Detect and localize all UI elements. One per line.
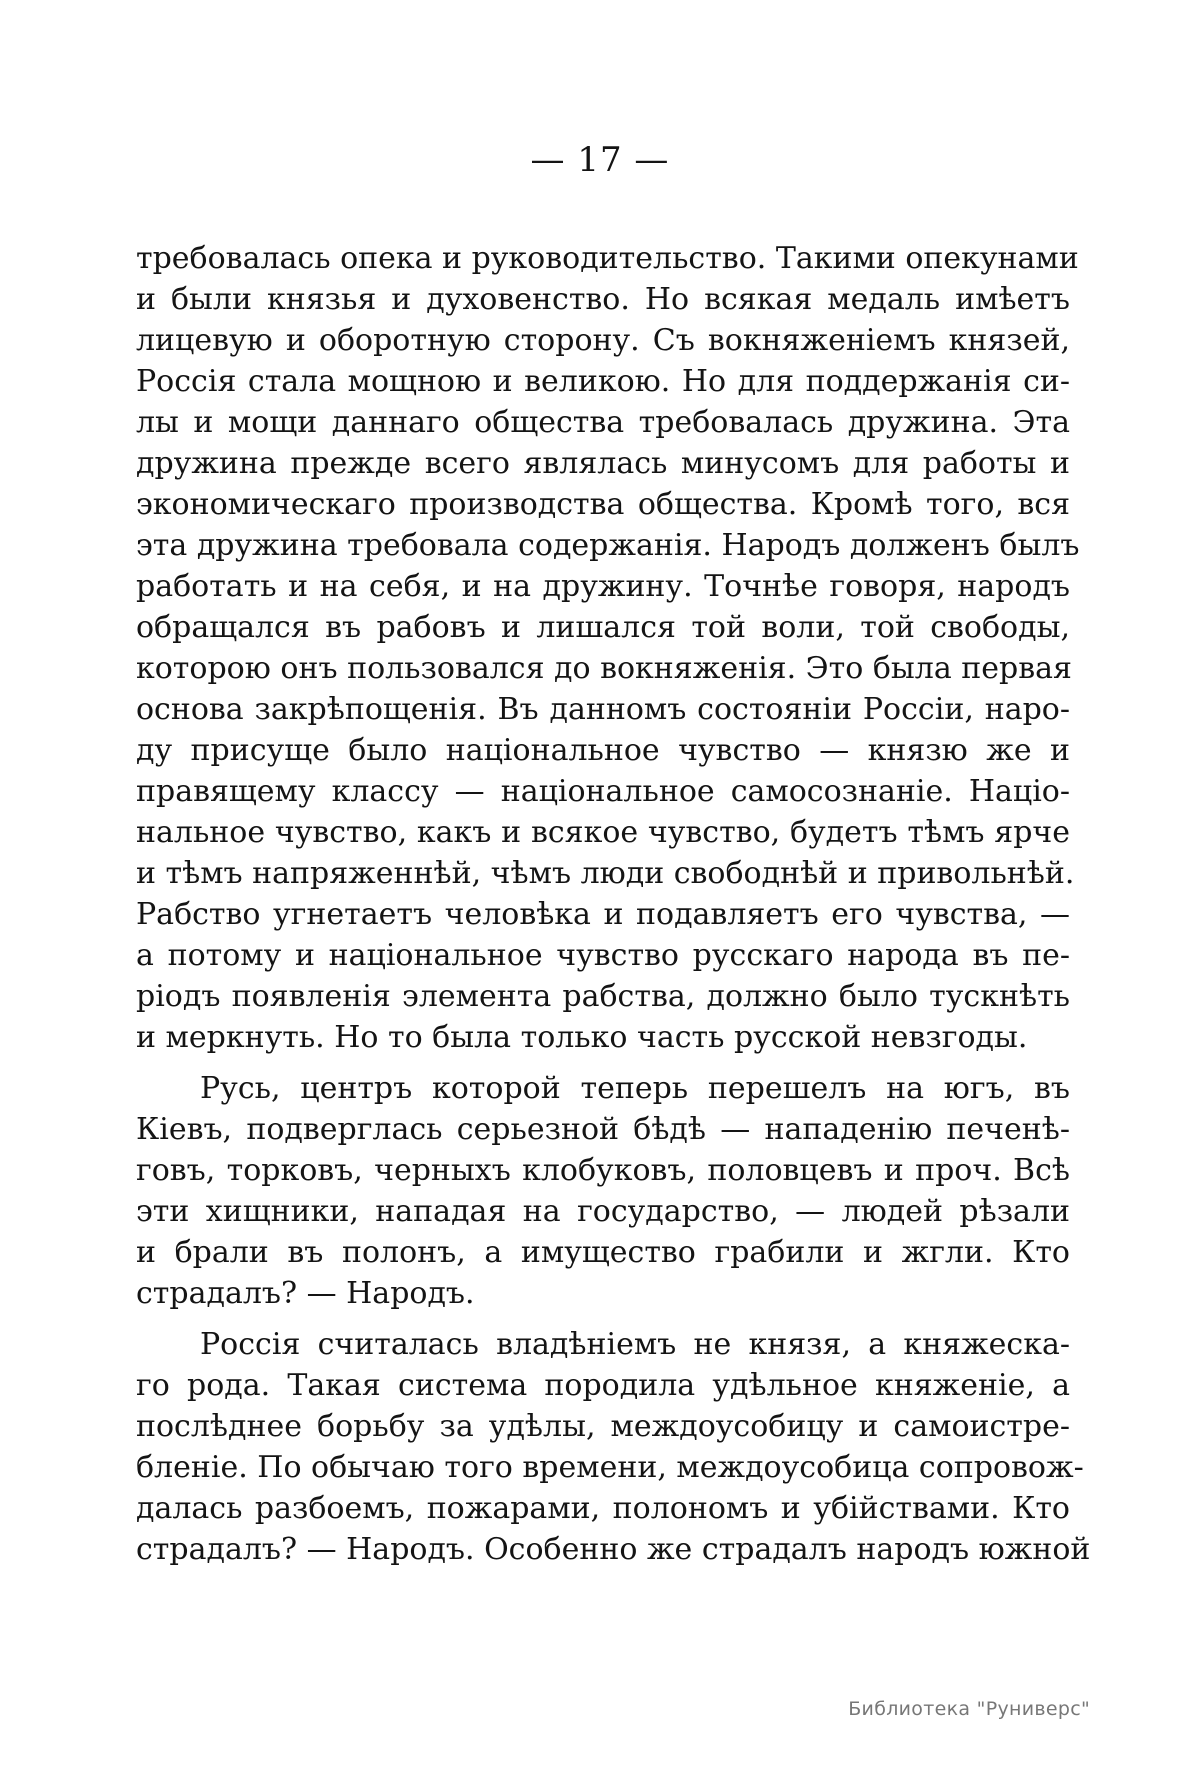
text-line: послѣднее борьбу за удѣлы, междоусобицу и самоистре-	[136, 1409, 1070, 1444]
text-line: Рабство угнетаетъ человѣка и подавляетъ его чувства, —	[136, 897, 1070, 932]
text-line: а потому и національное чувство русскаго народа въ пе-	[136, 938, 1070, 973]
text-line: ріодъ появленія элемента рабства, должно было тускнѣть	[136, 979, 1070, 1014]
text-line: и тѣмъ напряженнѣй, чѣмъ люди свободнѣй и привольнѣй.	[136, 856, 1075, 891]
text-line: лицевую и оборотную сторону. Съ вокняженіемъ князей,	[136, 323, 1070, 358]
text-line: лы и мощи даннаго общества требовалась дружина. Эта	[136, 405, 1070, 440]
text-line: бленіе. По обычаю того времени, междоусобица сопровож-	[136, 1450, 1084, 1485]
text-line: экономическаго производства общества. Кромѣ того, вся	[136, 487, 1070, 522]
library-watermark: Библиотека "Руниверс"	[848, 1698, 1090, 1720]
text-line: обращался въ рабовъ и лишался той воли, той свободы,	[136, 610, 1070, 645]
text-line: эта дружина требовала содержанія. Народъ долженъ былъ	[136, 528, 1080, 563]
text-line: Россія считалась владѣніемъ не князя, а княжеска-	[200, 1327, 1070, 1362]
text-line: дружина прежде всего являлась минусомъ для работы и	[136, 446, 1070, 481]
text-line: далась разбоемъ, пожарами, полономъ и убійствами. Кто	[136, 1491, 1070, 1526]
text-line: эти хищники, нападая на государство, — людей рѣзали	[136, 1194, 1070, 1229]
text-line: правящему классу — національное самосознаніе. Націо-	[136, 774, 1070, 809]
text-line: и меркнуть. Но то была только часть русской невзгоды.	[136, 1020, 1028, 1055]
text-line: которою онъ пользовался до вокняженія. Это была первая	[136, 651, 1072, 686]
text-line: ду присуще было національное чувство — князю же и	[136, 733, 1070, 768]
text-line: нальное чувство, какъ и всякое чувство, будетъ тѣмъ ярче	[136, 815, 1070, 850]
text-line: и были князья и духовенство. Но всякая медаль имѣетъ	[136, 282, 1070, 317]
text-line: требовалась опека и руководительство. Такими опекунами	[136, 241, 1079, 276]
paragraph-2	[136, 1068, 1070, 1314]
page-number: — 17 —	[530, 140, 670, 180]
body-text	[136, 238, 1091, 1580]
text-line: Кіевъ, подверглась серьезной бѣдѣ — нападенію печенѣ-	[136, 1112, 1070, 1147]
paragraph-3	[136, 1324, 1091, 1570]
paragraph-1	[136, 238, 1080, 1058]
text-line: страдалъ? — Народъ.	[136, 1276, 475, 1311]
text-line: Россія стала мощною и великою. Но для поддержанія си-	[136, 364, 1070, 399]
text-line: страдалъ? — Народъ. Особенно же страдалъ народъ южной	[136, 1532, 1091, 1567]
text-line: и брали въ полонъ, а имущество грабили и жгли. Кто	[136, 1235, 1070, 1270]
text-line: работать и на себя, и на дружину. Точнѣе говоря, народъ	[136, 569, 1070, 604]
text-line: Русь, центръ которой теперь перешелъ на югъ, въ	[200, 1071, 1070, 1106]
text-line: говъ, торковъ, черныхъ клобуковъ, половцевъ и проч. Всѣ	[136, 1153, 1070, 1188]
text-line: основа закрѣпощенія. Въ данномъ состояніи Россіи, наро-	[136, 692, 1070, 727]
text-line: го рода. Такая система породила удѣльное княженіе, а	[136, 1368, 1070, 1403]
